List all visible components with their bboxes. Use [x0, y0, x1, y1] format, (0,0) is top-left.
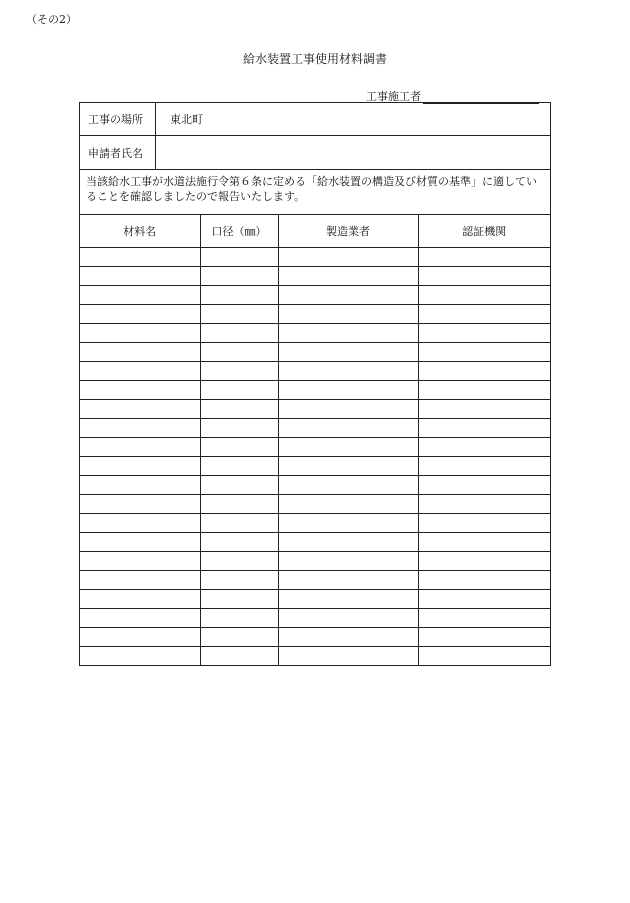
header-material-name: 材料名 [80, 215, 200, 247]
table-cell [418, 399, 550, 418]
table-row [80, 646, 550, 665]
table-cell [278, 323, 418, 342]
table-row [80, 608, 550, 627]
table-row [80, 399, 550, 418]
table-row [80, 247, 550, 266]
table-cell [278, 342, 418, 361]
table-cell [80, 418, 200, 437]
table-cell [278, 247, 418, 266]
table-cell [418, 551, 550, 570]
table-cell [278, 646, 418, 665]
table-cell [200, 266, 278, 285]
table-cell [418, 247, 550, 266]
table-cell [200, 342, 278, 361]
contractor-label: 工事施工者 [366, 90, 421, 103]
material-rows [80, 247, 550, 665]
table-header-row [80, 215, 550, 247]
table-cell [278, 475, 418, 494]
table-cell [278, 361, 418, 380]
table-cell [200, 361, 278, 380]
table-cell [278, 513, 418, 532]
table-row [80, 418, 550, 437]
location-label: 工事の場所 [80, 103, 156, 135]
table-cell [418, 418, 550, 437]
table-cell [80, 570, 200, 589]
table-cell [80, 285, 200, 304]
table-row [80, 285, 550, 304]
table-row [80, 494, 550, 513]
table-cell [278, 304, 418, 323]
table-row [80, 380, 550, 399]
table-cell [200, 608, 278, 627]
table-cell [80, 304, 200, 323]
table-cell [418, 608, 550, 627]
material-report-form [79, 102, 551, 666]
location-row [80, 103, 550, 136]
materials-table [80, 215, 550, 665]
table-row [80, 437, 550, 456]
table-cell [80, 342, 200, 361]
table-cell [418, 456, 550, 475]
table-row [80, 304, 550, 323]
applicant-value [156, 136, 550, 169]
table-cell [278, 380, 418, 399]
table-cell [200, 399, 278, 418]
page-label: （その2） [26, 13, 77, 26]
table-row [80, 532, 550, 551]
table-cell [200, 513, 278, 532]
table-cell [418, 266, 550, 285]
applicant-row [80, 136, 550, 170]
table-cell [418, 361, 550, 380]
table-cell [80, 589, 200, 608]
table-cell [278, 285, 418, 304]
table-cell [278, 399, 418, 418]
table-cell [418, 380, 550, 399]
table-cell [200, 570, 278, 589]
table-cell [418, 513, 550, 532]
table-cell [200, 589, 278, 608]
table-cell [418, 646, 550, 665]
location-value: 東北町 [170, 113, 203, 126]
table-row [80, 551, 550, 570]
table-cell [278, 627, 418, 646]
compliance-statement: 当該給水工事が水道法施行令第６条に定める「給水装置の構造及び材質の基準」に適していることを確認しましたので報告いたします。 [80, 170, 550, 215]
table-cell [200, 304, 278, 323]
table-row [80, 589, 550, 608]
table-cell [80, 475, 200, 494]
table-cell [80, 437, 200, 456]
table-cell [200, 551, 278, 570]
table-cell [200, 627, 278, 646]
table-cell [200, 247, 278, 266]
table-row [80, 513, 550, 532]
table-cell [200, 646, 278, 665]
table-row [80, 361, 550, 380]
table-cell [278, 570, 418, 589]
table-cell [200, 494, 278, 513]
table-cell [80, 266, 200, 285]
table-cell [80, 456, 200, 475]
table-row [80, 570, 550, 589]
table-cell [278, 456, 418, 475]
table-cell [418, 437, 550, 456]
table-row [80, 323, 550, 342]
table-cell [80, 646, 200, 665]
table-cell [418, 342, 550, 361]
table-row [80, 627, 550, 646]
header-certification-body: 認証機関 [418, 215, 550, 247]
table-row [80, 456, 550, 475]
table-cell [418, 570, 550, 589]
table-cell [200, 380, 278, 399]
table-cell [80, 513, 200, 532]
table-cell [278, 494, 418, 513]
applicant-label: 申請者氏名 [80, 136, 156, 169]
table-cell [200, 456, 278, 475]
table-cell [80, 361, 200, 380]
table-cell [80, 380, 200, 399]
table-cell [80, 247, 200, 266]
document-title: 給水装置工事使用材料調書 [242, 52, 387, 66]
table-cell [200, 323, 278, 342]
table-cell [278, 266, 418, 285]
table-cell [80, 551, 200, 570]
table-row [80, 475, 550, 494]
table-cell [278, 551, 418, 570]
table-cell [200, 532, 278, 551]
table-cell [278, 532, 418, 551]
table-cell [278, 418, 418, 437]
table-cell [418, 627, 550, 646]
header-manufacturer: 製造業者 [278, 215, 418, 247]
table-cell [200, 437, 278, 456]
table-cell [278, 608, 418, 627]
table-row [80, 266, 550, 285]
table-cell [80, 608, 200, 627]
table-cell [200, 418, 278, 437]
table-cell [80, 532, 200, 551]
table-cell [200, 475, 278, 494]
table-cell [80, 323, 200, 342]
table-cell [80, 627, 200, 646]
table-cell [278, 589, 418, 608]
table-cell [80, 494, 200, 513]
table-row [80, 342, 550, 361]
table-cell [418, 323, 550, 342]
table-cell [200, 285, 278, 304]
table-cell [278, 437, 418, 456]
table-cell [418, 304, 550, 323]
table-cell [418, 532, 550, 551]
table-cell [80, 399, 200, 418]
table-cell [418, 285, 550, 304]
table-cell [418, 475, 550, 494]
header-diameter: 口径（㎜） [200, 215, 278, 247]
table-cell [418, 494, 550, 513]
table-cell [418, 589, 550, 608]
